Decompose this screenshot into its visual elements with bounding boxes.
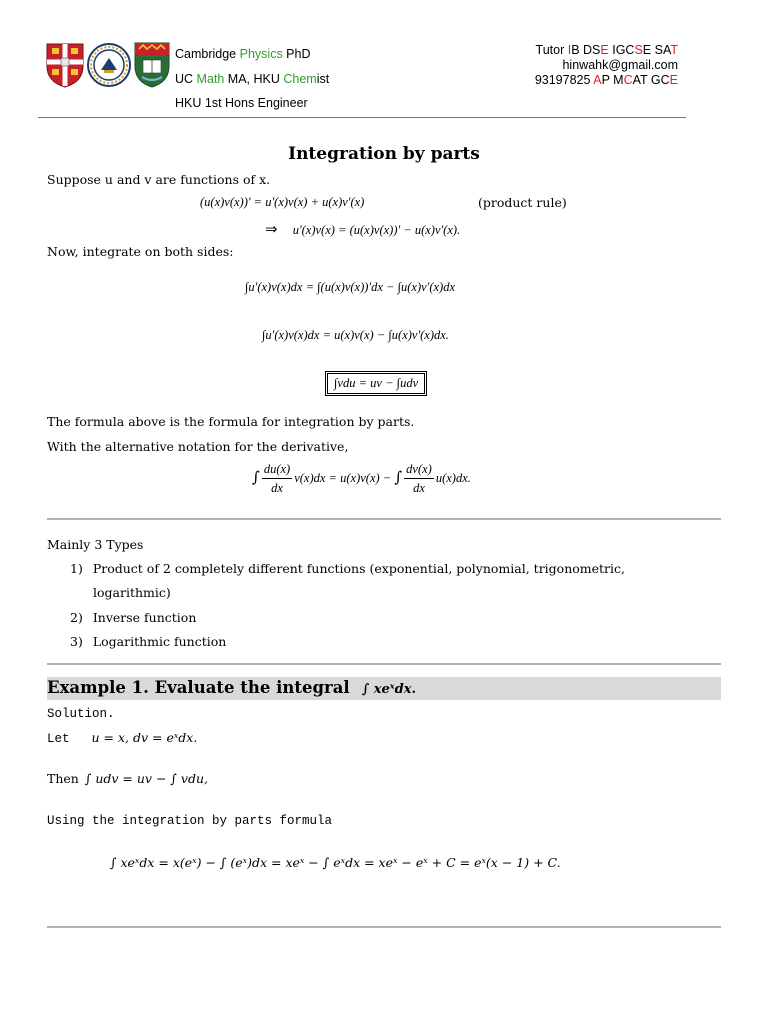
solution-label: Solution. bbox=[47, 707, 115, 721]
header-rule bbox=[38, 117, 686, 118]
section-divider-1 bbox=[47, 518, 721, 520]
header-line-1: Cambridge Physics PhD bbox=[175, 47, 311, 61]
header-line-3: HKU 1st Hons Engineer bbox=[175, 96, 308, 110]
logo-group bbox=[45, 40, 171, 92]
intro-text: Suppose u and v are functions of x. bbox=[47, 172, 271, 187]
let-line: Let u = x, dv = eˣdx. bbox=[47, 730, 198, 746]
header-line-2: UC Math MA, HKU Chemist bbox=[175, 72, 330, 86]
section-divider-2 bbox=[47, 663, 721, 665]
rearranged-equation: ⇒ u'(x)v(x) = (u(x)v(x))' − u(x)v'(x). bbox=[265, 222, 461, 238]
physics-word: Physics bbox=[239, 47, 283, 61]
page-title: Integration by parts bbox=[288, 144, 480, 164]
product-rule-label: (product rule) bbox=[478, 195, 567, 210]
integrate-text: Now, integrate on both sides: bbox=[47, 244, 234, 259]
integrated-equation-2: ∫u'(x)v(x)dx = u(x)v(x) − ∫u(x)v'(x)dx. bbox=[262, 328, 449, 342]
cambridge-crest-icon bbox=[45, 42, 85, 88]
fraction-du-dx: $\frac{du(x)}{dx}$ bbox=[263, 462, 291, 495]
fraction-dv-dx: $\frac{dv(x)}{dx}$ bbox=[406, 462, 432, 495]
list-item: 2) Inverse function bbox=[70, 610, 197, 625]
integrated-equation-1: ∫u'(x)v(x)dx = ∫(u(x)v(x))'dx − ∫u(x)v'(x)dx bbox=[245, 280, 456, 294]
list-item: 3) Logarithmic function bbox=[70, 634, 227, 649]
math-word: Math bbox=[196, 72, 225, 86]
integral-sign: ∫ bbox=[394, 467, 403, 486]
example-heading: Example 1. Evaluate the integral ∫ xeˣdx. bbox=[47, 678, 417, 697]
alt-notation-equation: ∫ $\frac{du(x)}{dx}$ v(x)dx = u(x)v(x) − ∫ $\frac{dv(x)}{dx}$ u(x)dx. bbox=[252, 462, 471, 495]
header-email: hinwahk@gmail.com bbox=[562, 58, 678, 72]
formula-text: The formula above is the formula for integration by parts. bbox=[47, 414, 415, 429]
final-result-equation: ∫ xeˣdx = x(eˣ) − ∫ (eˣ)dx = xeˣ − ∫ eˣdx = xeˣ − eˣ + C = eˣ(x − 1) + C. bbox=[110, 855, 561, 870]
product-rule-equation: (u(x)v(x))' = u'(x)v(x) + u(x)v'(x) bbox=[200, 195, 365, 209]
hku-crest-icon bbox=[133, 40, 171, 88]
using-formula-text: Using the integration by parts formula bbox=[47, 814, 333, 828]
header-right-1: Tutor IB DSE IGCSE SAT bbox=[535, 43, 678, 57]
list-item: 1) Product of 2 completely different functions (exponential, polynomial, trigonometric, bbox=[70, 561, 625, 576]
chem-word: Chem bbox=[283, 72, 317, 86]
uc-seal-icon bbox=[87, 42, 131, 88]
implies-arrow-icon: ⇒ bbox=[265, 222, 278, 238]
alt-notation-text: With the alternative notation for the derivative, bbox=[47, 439, 349, 454]
types-heading: Mainly 3 Types bbox=[47, 537, 144, 552]
list-item-continuation: logarithmic) bbox=[93, 585, 171, 600]
then-line: Then ∫ udv = uv − ∫ vdu, bbox=[47, 771, 208, 786]
boxed-formula: ∫vdu = uv − ∫udv bbox=[327, 373, 425, 394]
integral-sign: ∫ bbox=[252, 467, 260, 486]
section-divider-3 bbox=[47, 926, 721, 928]
header-right-3: 93197825 AP MCAT GCE bbox=[534, 73, 678, 87]
